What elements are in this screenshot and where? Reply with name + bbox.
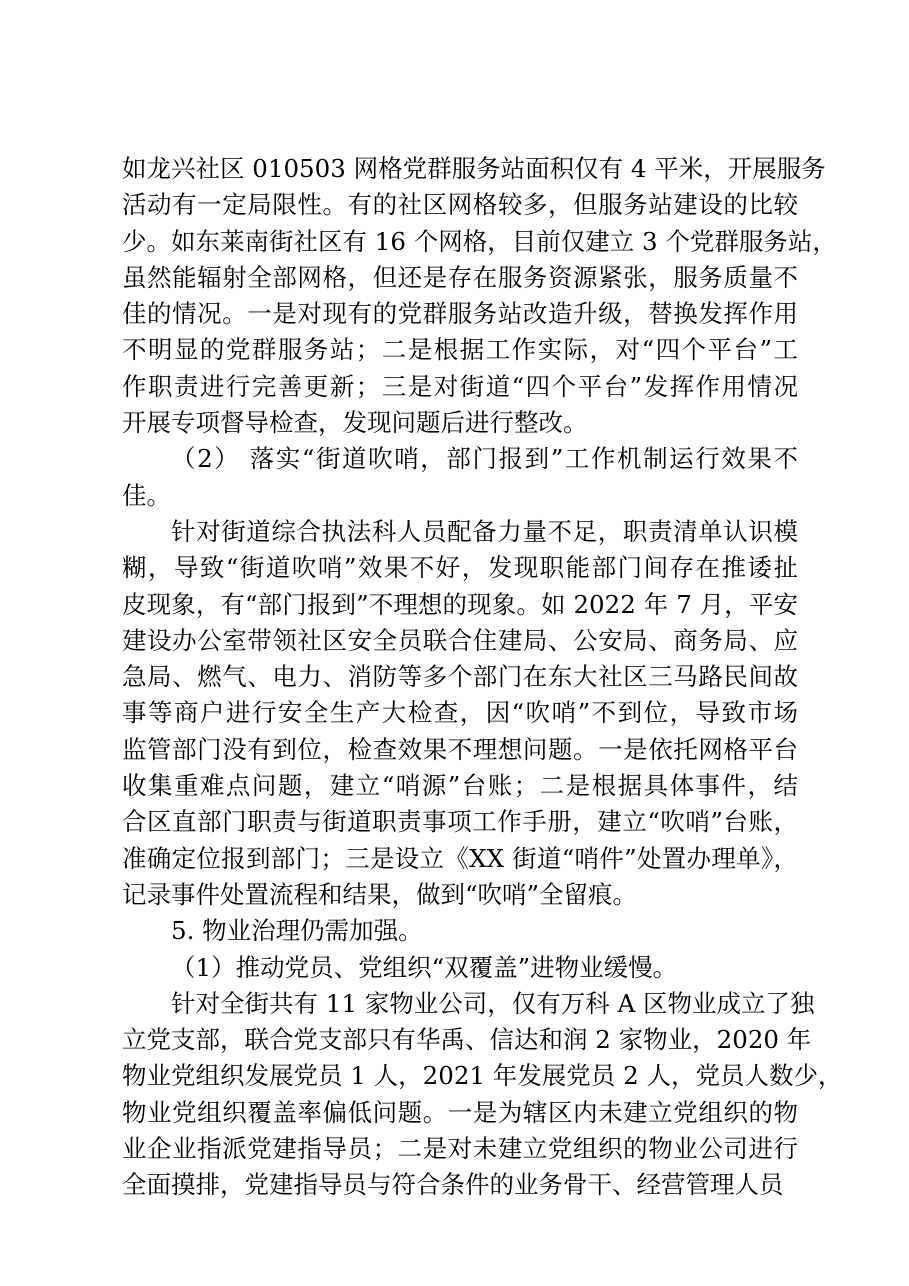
text-line: 针对全街共有 11 家物业公司，仅有万科 A 区物业成立了独 (171, 988, 815, 1018)
text-line: 针对街道综合执法科人员配备力量不足，职责清单认识模 (171, 516, 798, 546)
paragraph-p4 (122, 913, 798, 949)
text-line: 佳的情况。一是对现有的党群服务站改造升级，替换发挥作用 (122, 299, 798, 329)
text-line: （1）推动党员、党组织“双覆盖”进物业缓慢。 (171, 952, 678, 982)
text-line: 作职责进行完善更新；三是对街道“四个平台”发挥作用情况 (122, 371, 798, 401)
text-line: 不明显的党群服务站；二是根据工作实际，对“四个平台”工 (122, 335, 798, 365)
text-line: 立党支部，联合党支部只有华禹、信达和润 2 家物业，2020 年 (122, 1025, 812, 1055)
paragraph-p5 (122, 950, 798, 986)
text-line: 糊，导致“街道吹哨”效果不好，发现职能部门间存在推诿扯 (122, 553, 798, 583)
text-line: 收集重难点问题，建立“哨源”台账；二是根据具体事件，结 (122, 771, 798, 801)
text-line: 佳。 (122, 480, 171, 510)
text-line: 5. 物业治理仍需加强。 (171, 916, 423, 946)
paragraph-p6 (122, 986, 843, 1204)
text-line: 急局、燃气、电力、消防等多个部门在东大社区三马路民间故 (122, 662, 798, 692)
paragraph-p3 (122, 514, 798, 913)
text-line: 合区直部门职责与街道职责事项工作手册，建立“吹哨”台账， (122, 807, 798, 837)
text-line: 事等商户进行安全生产大检查，因“吹哨”不到位，导致市场 (122, 698, 798, 728)
text-line: 皮现象，有“部门报到”不理想的现象。如 2022 年 7 月，平安 (122, 589, 798, 619)
text-line: 少。如东莱南街社区有 16 个网格，目前仅建立 3 个党群服务站， (122, 226, 837, 256)
text-line: 建设办公室带领社区安全员联合住建局、公安局、商务局、应 (122, 625, 798, 655)
text-line: 记录事件处置流程和结果，做到“吹哨”全留痕。 (122, 879, 638, 909)
paragraph-p1 (122, 151, 837, 441)
text-line: 如龙兴社区 010503 网格党群服务站面积仅有 4 平米，开展服务 (122, 154, 826, 183)
document-body (122, 151, 843, 1204)
text-line: 物业党组织覆盖率偏低问题。一是为辖区内未建立党组织的物 (122, 1097, 798, 1127)
text-line: （2） 落实“街道吹哨，部门报到”工作机制运行效果不 (171, 444, 798, 474)
text-line: 活动有一定局限性。有的社区网格较多，但服务站建设的比较 (122, 190, 798, 220)
paragraph-p2 (122, 441, 798, 514)
text-line: 准确定位报到部门；三是设立《XX 街道“哨件”处置办理单》， (122, 843, 798, 873)
text-line: 业企业指派党建指导员；二是对未建立党组织的物业公司进行 (122, 1134, 798, 1164)
text-line: 开展专项督导检查，发现问题后进行整改。 (122, 408, 588, 438)
text-line: 监管部门没有到位，检查效果不理想问题。一是依托网格平台 (122, 734, 798, 764)
text-line: 虽然能辐射全部网格，但还是存在服务资源紧张，服务质量不 (122, 262, 798, 292)
text-line: 物业党组织发展党员 1 人，2021 年发展党员 2 人，党员人数少， (122, 1061, 843, 1091)
text-line: 全面摸排，党建指导员与符合条件的业务骨干、经营管理人员 (122, 1170, 784, 1200)
